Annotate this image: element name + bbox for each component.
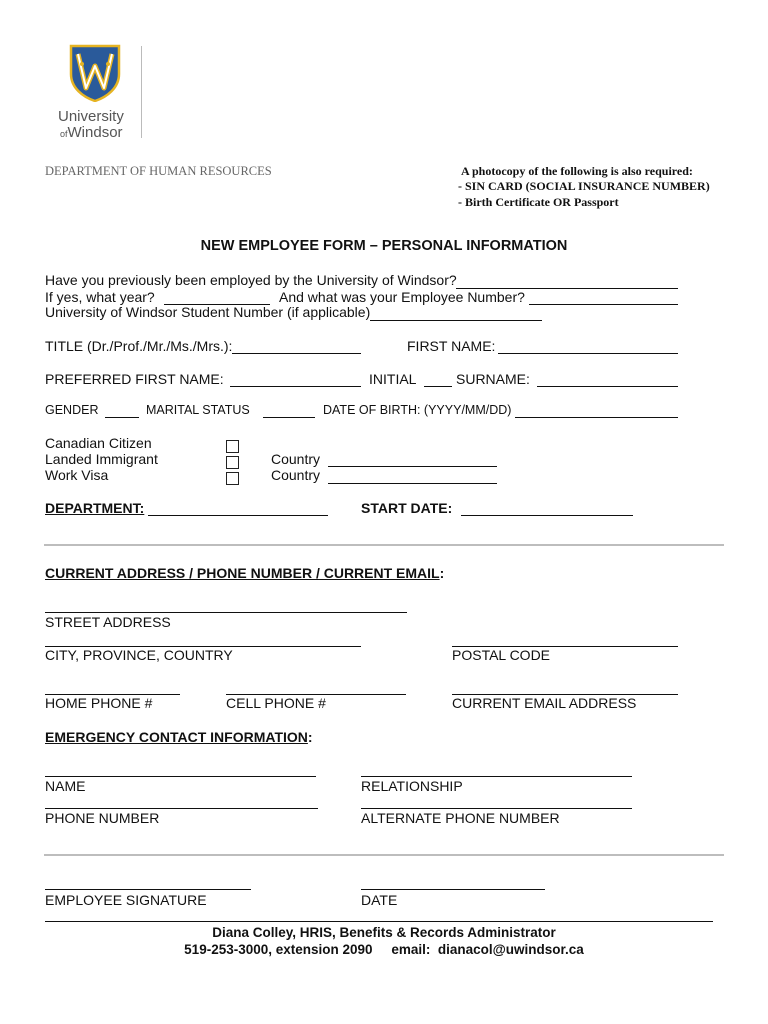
contact-name: Diana Colley, HRIS, Benefits & Records Administrator — [212, 925, 556, 940]
student-number-label: University of Windsor Student Number (if applicable) — [45, 304, 371, 320]
emergency-alt-phone-field[interactable] — [361, 808, 632, 809]
employee-number-field[interactable] — [529, 304, 678, 305]
work-visa-checkbox[interactable] — [226, 472, 239, 485]
emergency-relationship-field[interactable] — [361, 776, 632, 777]
signature-date-field[interactable] — [361, 889, 545, 890]
emergency-name-label: NAME — [45, 778, 86, 794]
contact-info — [0, 942, 768, 957]
logo-text-university: University — [58, 108, 124, 125]
first-name-label: FIRST NAME: — [407, 338, 496, 354]
work-visa-country-label: Country — [271, 467, 321, 483]
employee-signature-label: EMPLOYEE SIGNATURE — [45, 892, 207, 908]
requirement-item: - SIN CARD (SOCIAL INSURANCE NUMBER) — [458, 179, 710, 193]
contact-phone: 519-253-3000, extension 2090 — [184, 942, 373, 957]
emergency-relationship-label: RELATIONSHIP — [361, 778, 463, 794]
marital-status-field[interactable] — [263, 417, 315, 418]
contact-email[interactable]: dianacol@uwindsor.ca — [437, 942, 584, 957]
department-field[interactable] — [148, 515, 328, 516]
postal-code-label: POSTAL CODE — [452, 647, 551, 663]
canadian-citizen-checkbox[interactable] — [226, 440, 239, 453]
surname-label: SURNAME: — [456, 371, 530, 387]
address-heading: CURRENT ADDRESS / PHONE NUMBER / CURRENT EMAIL: — [45, 565, 445, 581]
gender-field[interactable] — [105, 417, 139, 418]
section-divider — [44, 854, 724, 856]
emergency-contact-heading: EMERGENCY CONTACT INFORMATION: — [45, 729, 313, 745]
title-label: TITLE (Dr./Prof./Mr./Ms./Mrs.): — [45, 338, 233, 354]
emergency-phone-label: PHONE NUMBER — [45, 810, 160, 826]
work-visa-country-field[interactable] — [328, 483, 497, 484]
landed-immigrant-country-field[interactable] — [328, 466, 497, 467]
date-of-birth-field[interactable] — [515, 417, 678, 418]
university-logo — [55, 44, 150, 140]
footer-divider — [45, 921, 713, 922]
shield-icon — [69, 44, 121, 102]
employee-number-label: And what was your Employee Number? — [279, 289, 525, 305]
marital-status-label: MARITAL STATUS — [146, 403, 250, 417]
signature-date-label: DATE — [361, 892, 398, 908]
surname-field[interactable] — [537, 386, 678, 387]
employee-signature-field[interactable] — [45, 889, 251, 890]
current-email-label: CURRENT EMAIL ADDRESS — [452, 695, 637, 711]
section-divider — [44, 544, 724, 546]
landed-immigrant-country-label: Country — [271, 451, 321, 467]
preferred-first-name-label: PREFERRED FIRST NAME: — [45, 371, 224, 387]
what-year-label: If yes, what year? — [45, 289, 155, 305]
home-phone-label: HOME PHONE # — [45, 695, 153, 711]
contact-email-label: email: — [391, 942, 431, 957]
emergency-name-field[interactable] — [45, 776, 316, 777]
start-date-field[interactable] — [461, 515, 633, 516]
status-option-work-visa: Work Visa — [45, 467, 109, 483]
initial-label: INITIAL — [369, 371, 417, 387]
previously-employed-label: Have you previously been employed by the University of Windsor? — [45, 272, 457, 288]
form-title: NEW EMPLOYEE FORM – PERSONAL INFORMATION — [200, 238, 568, 254]
first-name-field[interactable] — [498, 353, 678, 354]
logo-text-windsor: ofWindsor — [60, 124, 123, 141]
title-field[interactable] — [232, 353, 361, 354]
street-address-label: STREET ADDRESS — [45, 614, 171, 630]
preferred-first-name-field[interactable] — [230, 386, 361, 387]
city-province-country-label: CITY, PROVINCE, COUNTRY — [45, 647, 233, 663]
cell-phone-label: CELL PHONE # — [226, 695, 326, 711]
department-heading: DEPARTMENT OF HUMAN RESOURCES — [45, 164, 272, 178]
requirement-item: - Birth Certificate OR Passport — [458, 195, 619, 209]
gender-label: GENDER — [45, 403, 99, 417]
student-number-field[interactable] — [370, 320, 542, 321]
initial-field[interactable] — [424, 386, 452, 387]
requirements-title: A photocopy of the following is also required: — [461, 164, 693, 178]
status-option-landed-immigrant: Landed Immigrant — [45, 451, 158, 467]
landed-immigrant-checkbox[interactable] — [226, 456, 239, 469]
start-date-label: START DATE: — [361, 500, 453, 516]
emergency-alt-phone-label: ALTERNATE PHONE NUMBER — [361, 810, 560, 826]
street-address-field[interactable] — [45, 612, 407, 613]
status-option-canadian-citizen: Canadian Citizen — [45, 435, 152, 451]
date-of-birth-label: DATE OF BIRTH: (YYYY/MM/DD) — [323, 403, 512, 417]
department-label: DEPARTMENT: — [45, 500, 145, 516]
emergency-phone-field[interactable] — [45, 808, 318, 809]
